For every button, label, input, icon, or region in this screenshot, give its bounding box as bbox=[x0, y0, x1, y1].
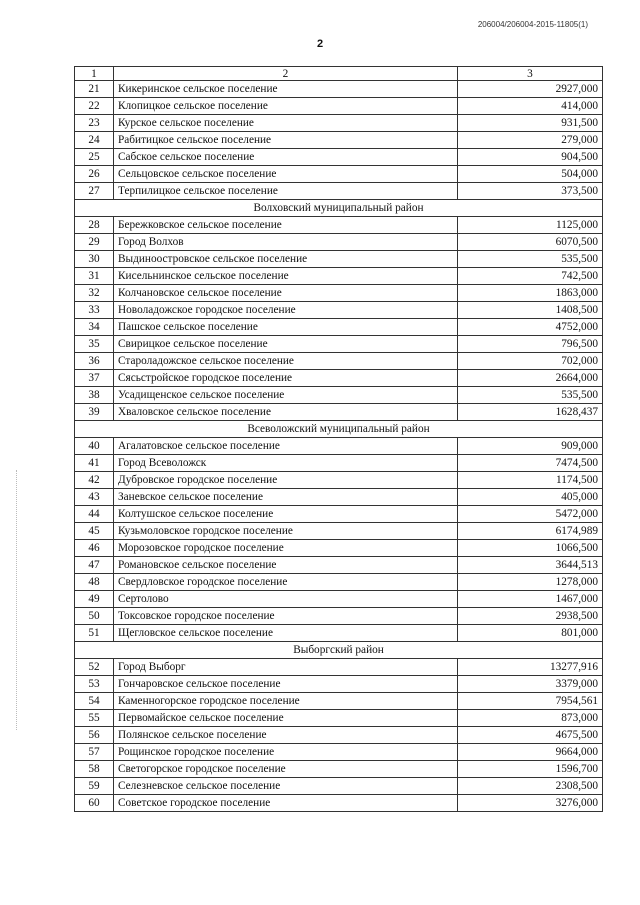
margin-scan-artifact bbox=[16, 470, 19, 730]
amount-value: 1066,500 bbox=[458, 540, 603, 557]
settlement-name: Гончаровское сельское поселение bbox=[114, 676, 458, 693]
row-number: 30 bbox=[75, 251, 114, 268]
row-number: 59 bbox=[75, 778, 114, 795]
table-row bbox=[75, 591, 603, 608]
amount-value: 1174,500 bbox=[458, 472, 603, 489]
settlement-name: Курское сельское поселение bbox=[114, 115, 458, 132]
row-number: 24 bbox=[75, 132, 114, 149]
amount-value: 1596,700 bbox=[458, 761, 603, 778]
amount-value: 3379,000 bbox=[458, 676, 603, 693]
amount-value: 3644,513 bbox=[458, 557, 603, 574]
settlement-name: Щегловское сельское поселение bbox=[114, 625, 458, 642]
row-number: 31 bbox=[75, 268, 114, 285]
settlement-name: Пашское сельское поселение bbox=[114, 319, 458, 336]
row-number: 60 bbox=[75, 795, 114, 812]
settlement-name: Староладожское сельское поселение bbox=[114, 353, 458, 370]
table-row bbox=[75, 132, 603, 149]
settlement-name: Терпилицкое сельское поселение bbox=[114, 183, 458, 200]
settlement-name: Дубровское городское поселение bbox=[114, 472, 458, 489]
settlement-name: Советское городское поселение bbox=[114, 795, 458, 812]
table-header-row bbox=[75, 67, 603, 81]
amount-value: 1125,000 bbox=[458, 217, 603, 234]
header-col-2: 2 bbox=[114, 67, 458, 81]
settlement-name: Новоладожское городское поселение bbox=[114, 302, 458, 319]
row-number: 33 bbox=[75, 302, 114, 319]
settlement-name: Сертолово bbox=[114, 591, 458, 608]
row-number: 45 bbox=[75, 523, 114, 540]
row-number: 29 bbox=[75, 234, 114, 251]
section-title: Выборгский район bbox=[75, 642, 603, 659]
amount-value: 2308,500 bbox=[458, 778, 603, 795]
row-number: 44 bbox=[75, 506, 114, 523]
settlement-name: Сясьстройское городское поселение bbox=[114, 370, 458, 387]
table-row bbox=[75, 455, 603, 472]
settlement-name: Город Выборг bbox=[114, 659, 458, 676]
table-row bbox=[75, 557, 603, 574]
section-row bbox=[75, 200, 603, 217]
row-number: 25 bbox=[75, 149, 114, 166]
header-col-3: 3 bbox=[458, 67, 603, 81]
table-row bbox=[75, 268, 603, 285]
row-number: 51 bbox=[75, 625, 114, 642]
row-number: 55 bbox=[75, 710, 114, 727]
settlement-name: Селезневское сельское поселение bbox=[114, 778, 458, 795]
amount-value: 9664,000 bbox=[458, 744, 603, 761]
table-row bbox=[75, 217, 603, 234]
amount-value: 2927,000 bbox=[458, 81, 603, 98]
row-number: 37 bbox=[75, 370, 114, 387]
amount-value: 1278,000 bbox=[458, 574, 603, 591]
settlement-name: Свирицкое сельское поселение bbox=[114, 336, 458, 353]
table-row bbox=[75, 506, 603, 523]
table-row bbox=[75, 625, 603, 642]
row-number: 42 bbox=[75, 472, 114, 489]
table-row bbox=[75, 251, 603, 268]
table-row bbox=[75, 523, 603, 540]
amount-value: 904,500 bbox=[458, 149, 603, 166]
row-number: 50 bbox=[75, 608, 114, 625]
row-number: 35 bbox=[75, 336, 114, 353]
table-row bbox=[75, 778, 603, 795]
document-id: 206004/206004-2015-11805(1) bbox=[477, 20, 588, 29]
row-number: 34 bbox=[75, 319, 114, 336]
table-row bbox=[75, 574, 603, 591]
amount-value: 4675,500 bbox=[458, 727, 603, 744]
row-number: 58 bbox=[75, 761, 114, 778]
table-row bbox=[75, 387, 603, 404]
row-number: 38 bbox=[75, 387, 114, 404]
amount-value: 801,000 bbox=[458, 625, 603, 642]
table-row bbox=[75, 98, 603, 115]
row-number: 41 bbox=[75, 455, 114, 472]
row-number: 49 bbox=[75, 591, 114, 608]
amount-value: 1467,000 bbox=[458, 591, 603, 608]
row-number: 54 bbox=[75, 693, 114, 710]
amount-value: 2664,000 bbox=[458, 370, 603, 387]
amount-value: 504,000 bbox=[458, 166, 603, 183]
settlement-name: Заневское сельское поселение bbox=[114, 489, 458, 506]
header-col-1: 1 bbox=[75, 67, 114, 81]
row-number: 27 bbox=[75, 183, 114, 200]
settlement-name: Светогорское городское поселение bbox=[114, 761, 458, 778]
settlement-name: Кикеринское сельское поселение bbox=[114, 81, 458, 98]
row-number: 39 bbox=[75, 404, 114, 421]
table-row bbox=[75, 489, 603, 506]
table-row bbox=[75, 115, 603, 132]
amount-value: 4752,000 bbox=[458, 319, 603, 336]
amount-value: 873,000 bbox=[458, 710, 603, 727]
table-row bbox=[75, 183, 603, 200]
settlement-name: Агалатовское сельское поселение bbox=[114, 438, 458, 455]
row-number: 57 bbox=[75, 744, 114, 761]
settlement-name: Рабитицкое сельское поселение bbox=[114, 132, 458, 149]
amount-value: 796,500 bbox=[458, 336, 603, 353]
amount-value: 1408,500 bbox=[458, 302, 603, 319]
amount-value: 931,500 bbox=[458, 115, 603, 132]
settlements-table bbox=[74, 66, 603, 812]
settlement-name: Токсовское городское поселение bbox=[114, 608, 458, 625]
amount-value: 1863,000 bbox=[458, 285, 603, 302]
row-number: 32 bbox=[75, 285, 114, 302]
row-number: 22 bbox=[75, 98, 114, 115]
table-row bbox=[75, 659, 603, 676]
amount-value: 414,000 bbox=[458, 98, 603, 115]
settlement-name: Романовское сельское поселение bbox=[114, 557, 458, 574]
row-number: 47 bbox=[75, 557, 114, 574]
section-row bbox=[75, 642, 603, 659]
row-number: 53 bbox=[75, 676, 114, 693]
table-row bbox=[75, 285, 603, 302]
table-row bbox=[75, 761, 603, 778]
settlement-name: Колтушское сельское поселение bbox=[114, 506, 458, 523]
row-number: 23 bbox=[75, 115, 114, 132]
amount-value: 6070,500 bbox=[458, 234, 603, 251]
amount-value: 702,000 bbox=[458, 353, 603, 370]
table-row bbox=[75, 166, 603, 183]
table-row bbox=[75, 319, 603, 336]
table-row bbox=[75, 302, 603, 319]
table-row bbox=[75, 676, 603, 693]
settlement-name: Свердловское городское поселение bbox=[114, 574, 458, 591]
settlement-name: Полянское сельское поселение bbox=[114, 727, 458, 744]
settlement-name: Город Волхов bbox=[114, 234, 458, 251]
amount-value: 3276,000 bbox=[458, 795, 603, 812]
row-number: 26 bbox=[75, 166, 114, 183]
settlement-name: Клопицкое сельское поселение bbox=[114, 98, 458, 115]
section-title: Волховский муниципальный район bbox=[75, 200, 603, 217]
settlement-name: Выдиноостровское сельское поселение bbox=[114, 251, 458, 268]
page-number: 2 bbox=[316, 38, 324, 50]
row-number: 43 bbox=[75, 489, 114, 506]
table-row bbox=[75, 370, 603, 387]
table-row bbox=[75, 81, 603, 98]
settlement-name: Сабское сельское поселение bbox=[114, 149, 458, 166]
amount-value: 535,500 bbox=[458, 387, 603, 404]
settlement-name: Усадищенское сельское поселение bbox=[114, 387, 458, 404]
table-row bbox=[75, 540, 603, 557]
settlement-name: Рощинское городское поселение bbox=[114, 744, 458, 761]
table-row bbox=[75, 727, 603, 744]
table-row bbox=[75, 795, 603, 812]
amount-value: 5472,000 bbox=[458, 506, 603, 523]
amount-value: 373,500 bbox=[458, 183, 603, 200]
amount-value: 2938,500 bbox=[458, 608, 603, 625]
amount-value: 13277,916 bbox=[458, 659, 603, 676]
section-row bbox=[75, 421, 603, 438]
settlement-name: Кузьмоловское городское поселение bbox=[114, 523, 458, 540]
row-number: 46 bbox=[75, 540, 114, 557]
amount-value: 535,500 bbox=[458, 251, 603, 268]
row-number: 40 bbox=[75, 438, 114, 455]
settlement-name: Город Всеволожск bbox=[114, 455, 458, 472]
amount-value: 7474,500 bbox=[458, 455, 603, 472]
table-row bbox=[75, 234, 603, 251]
settlement-name: Бережковское сельское поселение bbox=[114, 217, 458, 234]
amount-value: 7954,561 bbox=[458, 693, 603, 710]
row-number: 48 bbox=[75, 574, 114, 591]
settlement-name: Первомайское сельское поселение bbox=[114, 710, 458, 727]
settlement-name: Сельцовское сельское поселение bbox=[114, 166, 458, 183]
amount-value: 742,500 bbox=[458, 268, 603, 285]
row-number: 52 bbox=[75, 659, 114, 676]
table-row bbox=[75, 744, 603, 761]
amount-value: 909,000 bbox=[458, 438, 603, 455]
section-title: Всеволожский муниципальный район bbox=[75, 421, 603, 438]
settlement-name: Колчановское сельское поселение bbox=[114, 285, 458, 302]
settlement-name: Кисельнинское сельское поселение bbox=[114, 268, 458, 285]
table-row bbox=[75, 336, 603, 353]
amount-value: 405,000 bbox=[458, 489, 603, 506]
table-row bbox=[75, 608, 603, 625]
settlement-name: Каменногорское городское поселение bbox=[114, 693, 458, 710]
settlement-name: Хваловское сельское поселение bbox=[114, 404, 458, 421]
table-row bbox=[75, 353, 603, 370]
amount-value: 279,000 bbox=[458, 132, 603, 149]
amount-value: 1628,437 bbox=[458, 404, 603, 421]
table-row bbox=[75, 693, 603, 710]
table-row bbox=[75, 438, 603, 455]
settlement-name: Морозовское городское поселение bbox=[114, 540, 458, 557]
row-number: 21 bbox=[75, 81, 114, 98]
row-number: 36 bbox=[75, 353, 114, 370]
table-row bbox=[75, 710, 603, 727]
row-number: 56 bbox=[75, 727, 114, 744]
amount-value: 6174,989 bbox=[458, 523, 603, 540]
table-row bbox=[75, 404, 603, 421]
table-row bbox=[75, 472, 603, 489]
row-number: 28 bbox=[75, 217, 114, 234]
table-row bbox=[75, 149, 603, 166]
